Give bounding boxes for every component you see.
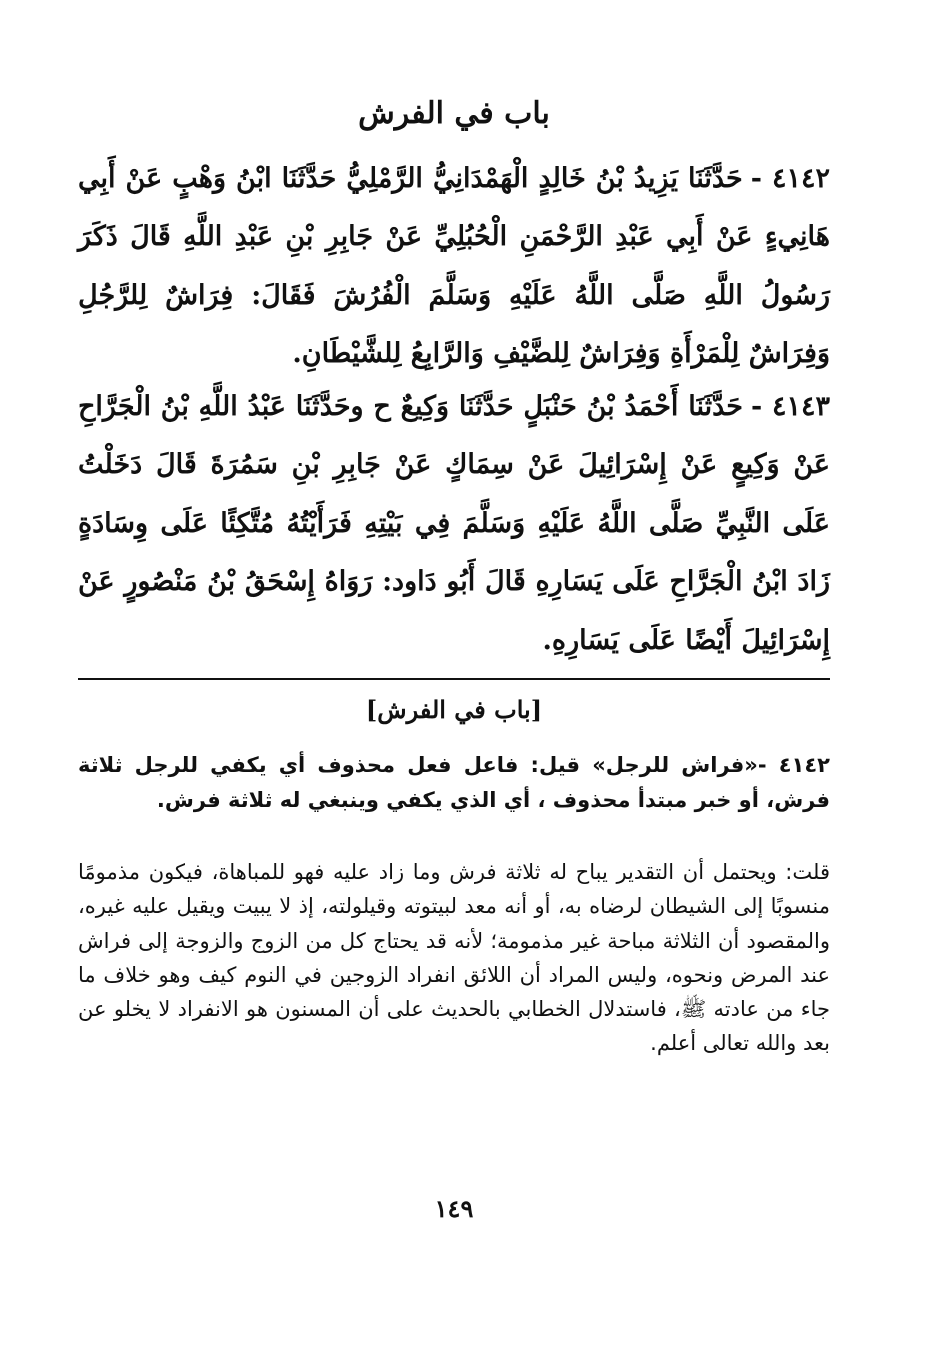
commentary-lemma: «فراش للرجل» xyxy=(592,753,758,777)
book-page xyxy=(78,0,830,1346)
chapter-title: باب في الفرش xyxy=(358,96,550,131)
page-number: ١٤٩ xyxy=(434,1194,474,1223)
hadith-text: حَدَّثَنَا يَزِيدُ بْنُ خَالِدٍ الْهَمْدَانِيُّ الرَّمْلِيُّ حَدَّثَنَا ابْنُ وَهْبٍ عَنْ أَبِي هَانِيءٍ عَنْ أَبِي عَبْدِ الرَّحْمَنِ الْحُبُلِيِّ عَنْ جَابِرِ بْنِ عَبْدِ اللَّهِ قَالَ ذَكَرَ رَسُولُ اللَّهِ صَلَّى اللَّهُ عَلَيْهِ وَسَلَّمَ الْفُرُشَ فَقَالَ: فِرَاشٌ لِلرَّجُلِ وَفِرَاشٌ لِلْمَرْأَةِ وَفِرَاشٌ لِلضَّيْفِ وَالرَّابِعُ لِلشَّيْطَانِ. xyxy=(78,163,830,370)
hadith-text: حَدَّثَنَا أَحْمَدُ بْنُ حَنْبَلٍ حَدَّثَنَا وَكِيعٌ ح وحَدَّثَنَا عَبْدُ اللَّهِ بْنُ الْجَرَّاحِ عَنْ وَكِيعٍ عَنْ إِسْرَائِيلَ عَنْ سِمَاكٍ عَنْ جَابِرِ بْنِ سَمُرَةَ قَالَ دَخَلْتُ عَلَى النَّبِيِّ صَلَّى اللَّهُ عَلَيْهِ وَسَلَّمَ فِي بَيْتِهِ فَرَأَيْتُهُ مُتَّكِئًا عَلَى وِسَادَةٍ زَادَ ابْنُ الْجَرَّاحِ عَلَى يَسَارِهِ قَالَ أَبُو دَاود: رَوَاهُ إِسْحَقُ بْنُ مَنْصُورٍ عَنْ إِسْرَائِيلَ أَيْضًا عَلَى يَسَارِهِ. xyxy=(78,391,830,656)
commentary-title: [باب في الفرش] xyxy=(365,695,543,724)
section-divider xyxy=(78,678,830,680)
commentary-note: قلت: ويحتمل أن التقدير يباح له ثلاثة فرش وما زاد عليه فهو للمباهاة، فيكون مذمومًا منسوبًا إلى الشيطان لرضاه به، أو أنه معد لبيتوته وقيلولته، إذ لا يبيت ويقيل عليه غيره، والمقصود أن الثلاثة مباحة غير مذمومة؛ لأنه قد يحتاج كل من الزوج والزوجة إلى فراش عند المرض ونحوه، وليس المراد أن اللائق انفراد الزوجين في النوم كيف وهو خلاف ما جاء من عادته ﷺ، فاستدلال الخطابي بالحديث على أن المسنون هو الانفراد لا يخلو عن بعد والله تعالى أعلم. xyxy=(78,860,830,1056)
hadith-4142 xyxy=(78,150,830,384)
commentary-4142 xyxy=(78,748,830,817)
commentary-text: قيل: فاعل فعل محذوف أي يكفي للرجل ثلاثة فرش، أو خبر مبتدأ محذوف ، أي الذي يكفي وينبغي له ثلاثة فرش. xyxy=(78,753,830,812)
hadith-number: ٤١٤٢ - xyxy=(750,163,830,194)
hadith-4143 xyxy=(78,378,830,670)
hadith-number: ٤١٤٣ - xyxy=(750,391,831,422)
commentary-number: ٤١٤٢ - xyxy=(757,753,831,777)
